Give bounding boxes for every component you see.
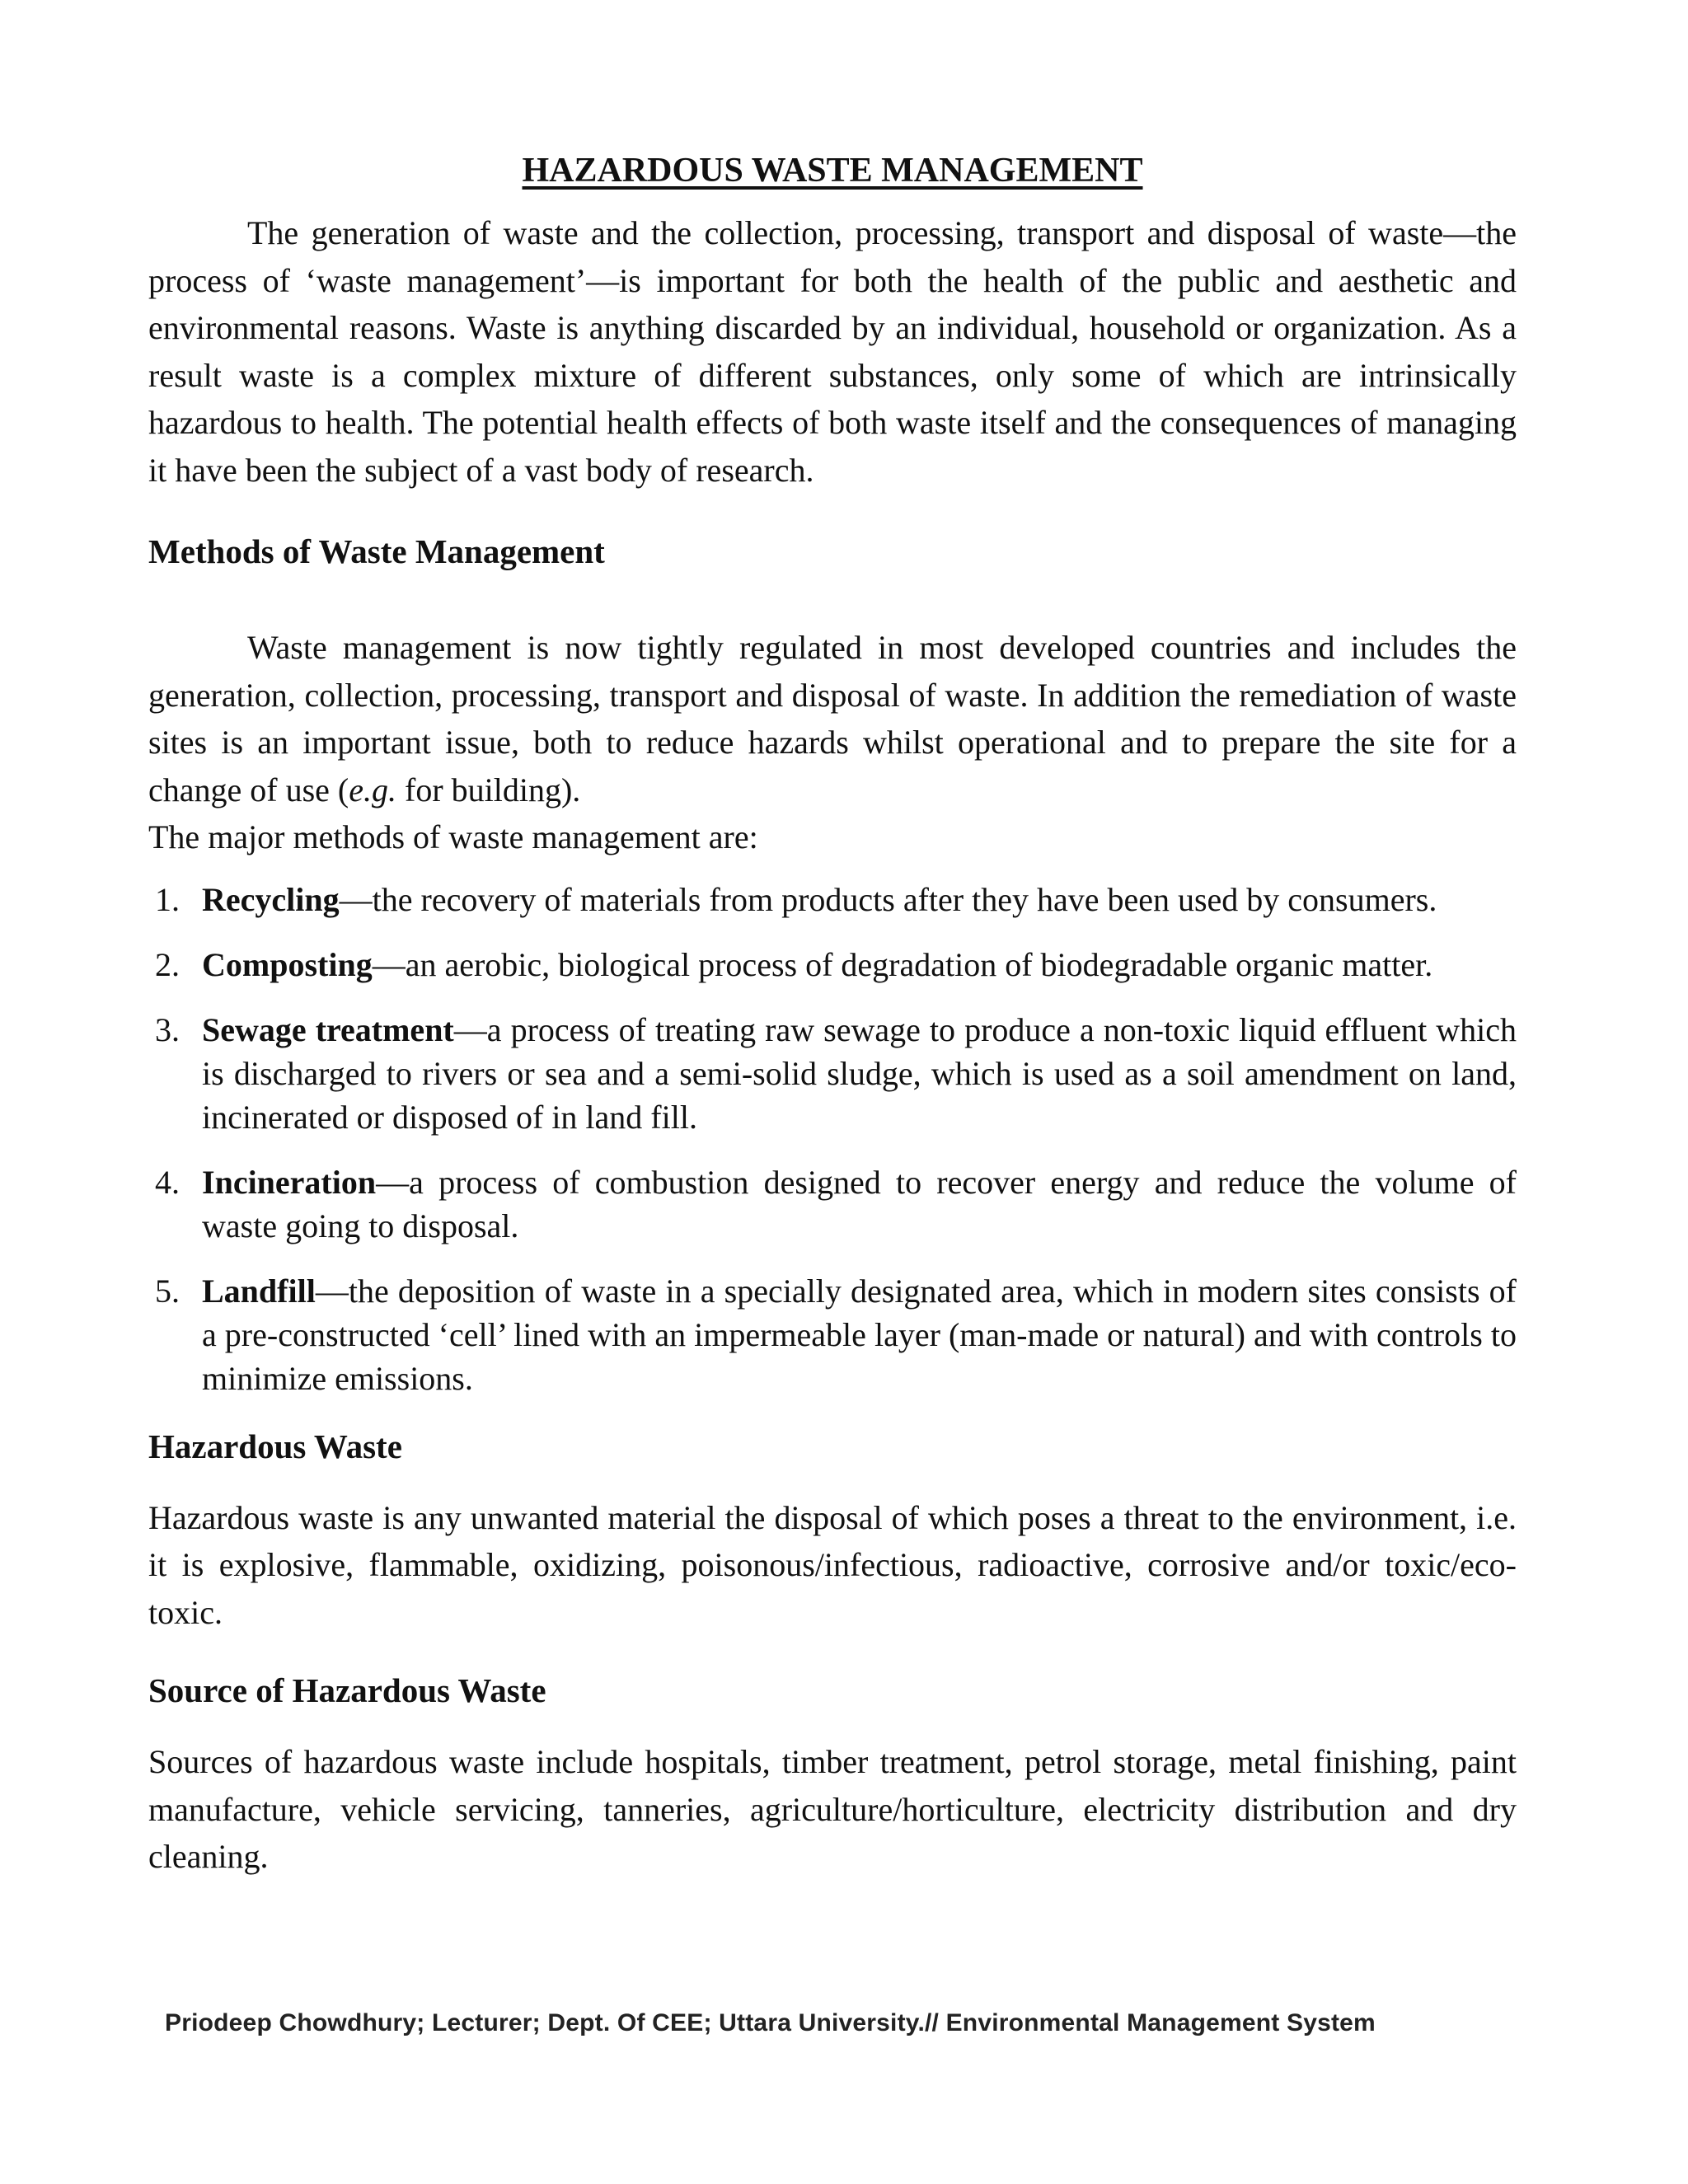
list-number: 2. (155, 945, 180, 983)
list-number: 3. (155, 1010, 180, 1048)
list-number: 1. (155, 880, 180, 918)
methods-paragraph-eg: e.g. (349, 771, 396, 808)
list-number: 4. (155, 1163, 180, 1201)
list-item (148, 1269, 1517, 1400)
intro-paragraph: The generation of waste and the collection, processing, transport and disposal of waste—the process of ‘waste management’—is important for both the health of the public and aesthetic and environmental reasons. Waste is anything discarded by an individual, household or organization. As a result waste is a complex mixture of different substances, only some of which are intrinsically hazardous to health. The potential health effects of both waste itself and the consequences of managing it have been the subject of a vast body of research. (148, 214, 1517, 489)
list-term: Sewage treatment (202, 1010, 454, 1048)
methods-paragraph-text-1: Waste management is now tightly regulated in most developed countries and includes the generation, collection, processing, transport and disposal of waste. In addition the remediation of waste sites is an important issue, both to reduce hazards whilst operational and to prepare the site for a change of use ( (148, 629, 1517, 808)
list-term: Composting (202, 945, 373, 983)
page-title: HAZARDOUS WASTE MANAGEMENT (522, 152, 1143, 190)
list-item (148, 1008, 1517, 1139)
list-term: Incineration (202, 1163, 377, 1201)
hazardous-waste-paragraph: Hazardous waste is any unwanted material the disposal of which poses a threat to the environment, i.e. it is explosive, flammable, oxidizing, poisonous/infectious, radioactive, corrosive and/or toxic/eco-toxic. (148, 1498, 1517, 1631)
page-footer: Priodeep Chowdhury; Lecturer; Dept. Of CEE; Uttara University.// Environmental Management System (165, 2009, 1376, 2036)
source-heading: Source of Hazardous Waste (148, 1671, 546, 1709)
list-item (148, 1160, 1517, 1248)
list-number: 5. (155, 1272, 180, 1310)
list-text: —a process of treating raw sewage to produce a non-toxic liquid effluent which is discharged to rivers or sea and a semi-solid sludge, which is used as a soil amendment on land, incinerated or disposed of in land fill. (202, 1010, 1517, 1136)
list-text: —the recovery of materials from products after they have been used by consumers. (339, 880, 1437, 918)
methods-heading: Methods of Waste Management (148, 532, 605, 570)
methods-list (148, 878, 1517, 1400)
list-text: —an aerobic, biological process of degradation of biodegradable organic matter. (372, 945, 1433, 983)
methods-intro-line: The major methods of waste management are: (148, 818, 758, 855)
list-item (148, 878, 1517, 921)
source-paragraph: Sources of hazardous waste include hospitals, timber treatment, petrol storage, metal finishing, paint manufacture, vehicle servicing, tanneries, agriculture/horticulture, electricity distribution and dry cleaning. (148, 1743, 1517, 1875)
list-term: Landfill (202, 1272, 316, 1310)
document-page (148, 148, 1517, 1881)
hazardous-waste-heading: Hazardous Waste (148, 1427, 402, 1465)
list-term: Recycling (202, 880, 340, 918)
methods-paragraph-text-2: for building). (396, 771, 581, 808)
list-text: —a process of combustion designed to recover energy and reduce the volume of waste going to disposal. (202, 1163, 1517, 1244)
list-text: —the deposition of waste in a specially designated area, which in modern sites consists of a pre-constructed ‘cell’ lined with an impermeable layer (man-made or natural) and with controls to minimize emissions. (202, 1272, 1517, 1397)
list-item (148, 943, 1517, 987)
methods-paragraph (148, 624, 1517, 813)
